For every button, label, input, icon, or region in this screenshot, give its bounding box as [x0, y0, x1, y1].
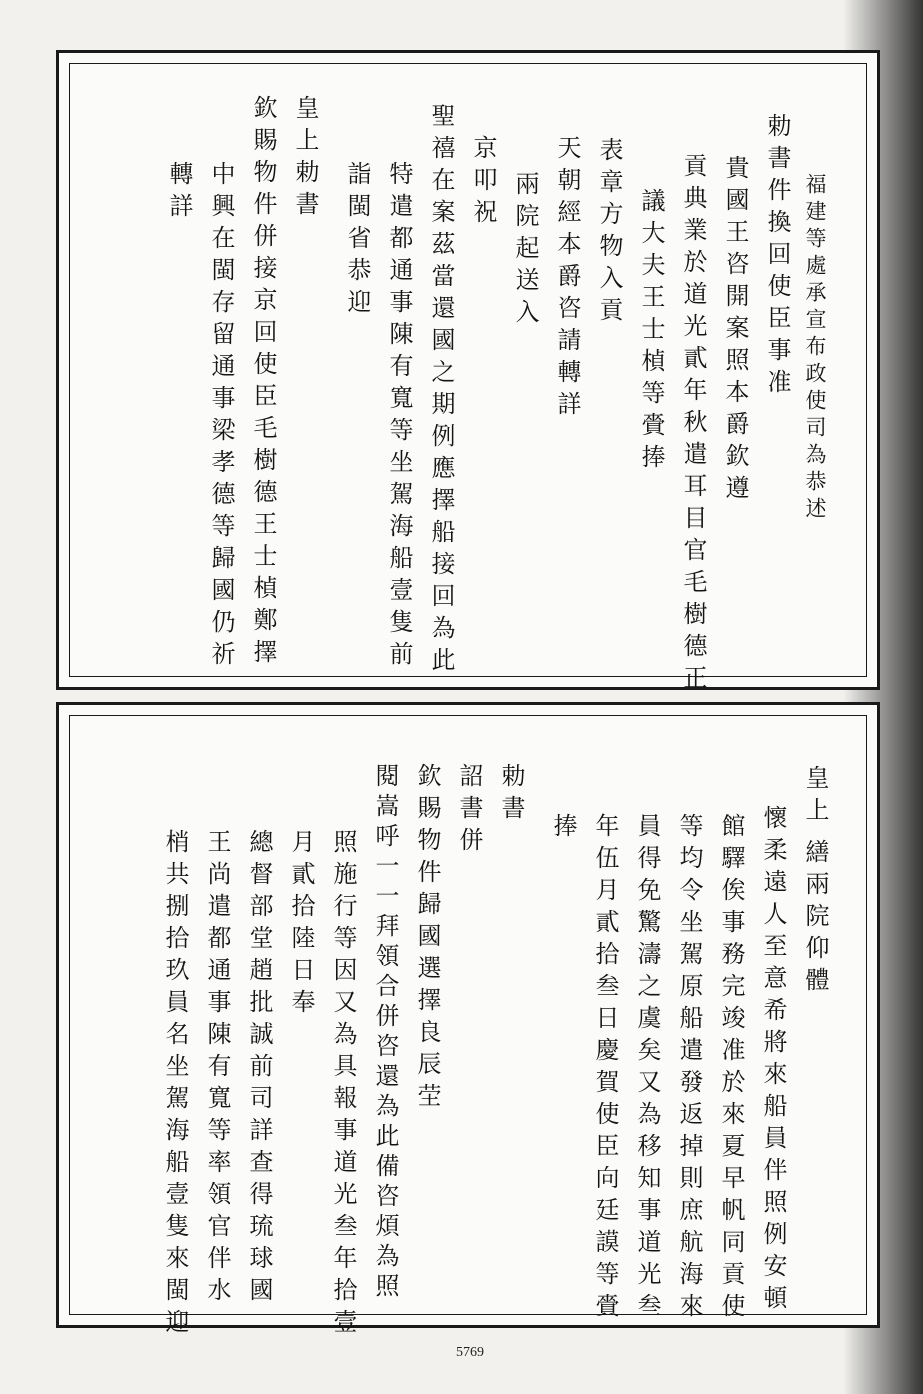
text-column: 照施行等因又為具報事道光叁年拾壹	[329, 829, 357, 1341]
text-column: 勅書件換回使臣事准	[763, 113, 791, 401]
text-column: 表章方物入貢	[595, 137, 623, 329]
text-column: 天朝經本爵咨請轉詳	[553, 135, 581, 423]
text-column: 等均令坐駕原船遣發返掉則庶航海來	[675, 813, 703, 1325]
text-column: 勅書	[497, 763, 525, 827]
text-column: 欽賜物件歸國選擇良辰茔	[413, 763, 441, 1115]
text-column: 兩院起送入	[511, 171, 539, 331]
text-column: 議大夫王士楨等賫捧	[637, 188, 665, 476]
text-column: 欽賜物件併接京回使臣毛樹德王士楨鄭擇	[249, 95, 277, 671]
text-column: 詔書併	[455, 763, 483, 859]
text-column: 月貳拾陸日奉	[287, 829, 315, 1021]
text-column: 貴國王咨開案照本爵欽遵	[721, 155, 749, 507]
text-column: 懷柔遠人至意希將來船員伴照例安頓	[759, 805, 787, 1317]
text-column: 聖禧在案茲當還國之期例應擇船接回為此	[427, 103, 455, 679]
text-column: 員得免驚濤之虞矣又為移知事道光叁	[633, 813, 661, 1325]
top-document-panel	[56, 50, 880, 697]
text-column: 梢共捌拾玖員名坐駕海船壹隻來閩迎	[161, 829, 189, 1341]
text-column: 皇上	[801, 765, 829, 829]
text-column: 館驛俟事務完竣准於來夏早帆同貢使	[717, 813, 745, 1325]
text-column: 貢典業於道光貳年秋遣耳目官毛樹德正	[679, 153, 707, 697]
page-number: 5769	[456, 1345, 484, 1360]
text-column: 京叩祝	[469, 135, 497, 231]
text-column: 王尚遣都通事陳有寬等率領官伴水	[203, 829, 231, 1309]
bottom-document-panel	[56, 702, 880, 1341]
text-column: 繕兩院仰體	[801, 839, 829, 999]
text-column: 皇上勅書	[291, 95, 319, 223]
text-column: 總督部堂趙批誠前司詳查得琉球國	[245, 829, 273, 1309]
text-column: 閱嵩呼一一拜領合併咨還為此備咨煩為照	[371, 763, 399, 1303]
text-column: 特遣都通事陳有寬等坐駕海船壹隻前	[385, 161, 413, 673]
text-column: 捧	[549, 813, 577, 845]
text-column: 福建等處承宣布政使司為恭述	[803, 173, 827, 524]
text-column: 年伍月貳拾叁日慶賀使臣向廷謨等賫	[591, 813, 619, 1325]
text-column: 詣閩省恭迎	[343, 161, 371, 321]
text-column: 轉詳	[165, 161, 193, 225]
text-column: 中興在閩存留通事梁孝德等歸國仍祈	[207, 161, 235, 673]
